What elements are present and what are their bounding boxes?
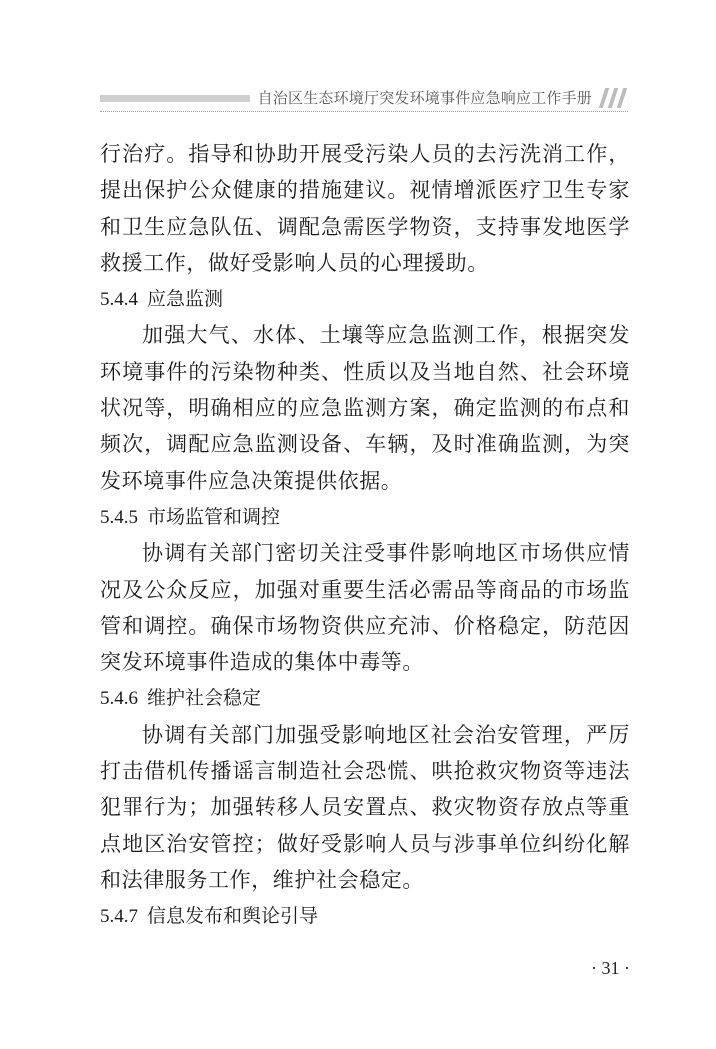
section-heading-5-4-7 bbox=[100, 898, 630, 934]
section-heading-5-4-6 bbox=[100, 680, 630, 716]
section-heading-5-4-5 bbox=[100, 499, 630, 535]
section-title: 市场监管和调控 bbox=[147, 505, 281, 528]
section-title: 信息发布和舆论引导 bbox=[147, 905, 319, 928]
header-slash-decor bbox=[596, 88, 628, 108]
header-dotted-rule bbox=[100, 111, 628, 112]
section-number: 5.4.4 bbox=[100, 289, 138, 311]
header-decor-bar bbox=[100, 95, 250, 102]
section-number: 5.4.6 bbox=[100, 688, 138, 710]
section-heading-5-4-4 bbox=[100, 281, 630, 317]
section-body-5-4-5: 协调有关部门密切关注受事件影响地区市场供应情况及公众反应，加强对重要生活必需品等商品的市场监管和调控。确保市场物资供应充沛、价格稳定，防范因突发环境事件造成的集体中毒等。 bbox=[100, 541, 630, 675]
section-number: 5.4.5 bbox=[100, 506, 138, 528]
section-title: 维护社会稳定 bbox=[147, 687, 262, 710]
section-title: 应急监测 bbox=[147, 288, 224, 311]
body-paragraph-continued: 行治疗。指导和协助开展受污染人员的去污洗消工作，提出保护公众健康的措施建议。视情增派医疗卫生专家和卫生应急队伍、调配急需医学物资，支持事发地医学救援工作，做好受影响人员的心理援助。 bbox=[100, 142, 630, 275]
section-body-5-4-4: 加强大气、水体、土壤等应急监测工作，根据突发环境事件的污染物种类、性质以及当地自然、社会环境状况等，明确相应的应急监测方案，确定监测的布点和频次，调配应急监测设备、车辆，及时准确监测，为突发环境事件应急决策提供依据。 bbox=[100, 323, 630, 493]
section-body-5-4-6: 协调有关部门加强受影响地区社会治安管理，严厉打击借机传播谣言制造社会恐慌、哄抢救灾物资等违法犯罪行为；加强转移人员安置点、救灾物资存放点等重点地区治安管控；做好受影响人员与涉事单位纠纷化解和法律服务工作，维护社会稳定。 bbox=[100, 722, 630, 892]
page-body bbox=[100, 136, 630, 935]
running-header bbox=[100, 86, 628, 112]
page-number: · 31 · bbox=[591, 958, 630, 978]
header-title: 自治区生态环境厅突发环境事件应急响应工作手册 bbox=[257, 89, 592, 107]
section-number: 5.4.7 bbox=[100, 906, 138, 928]
